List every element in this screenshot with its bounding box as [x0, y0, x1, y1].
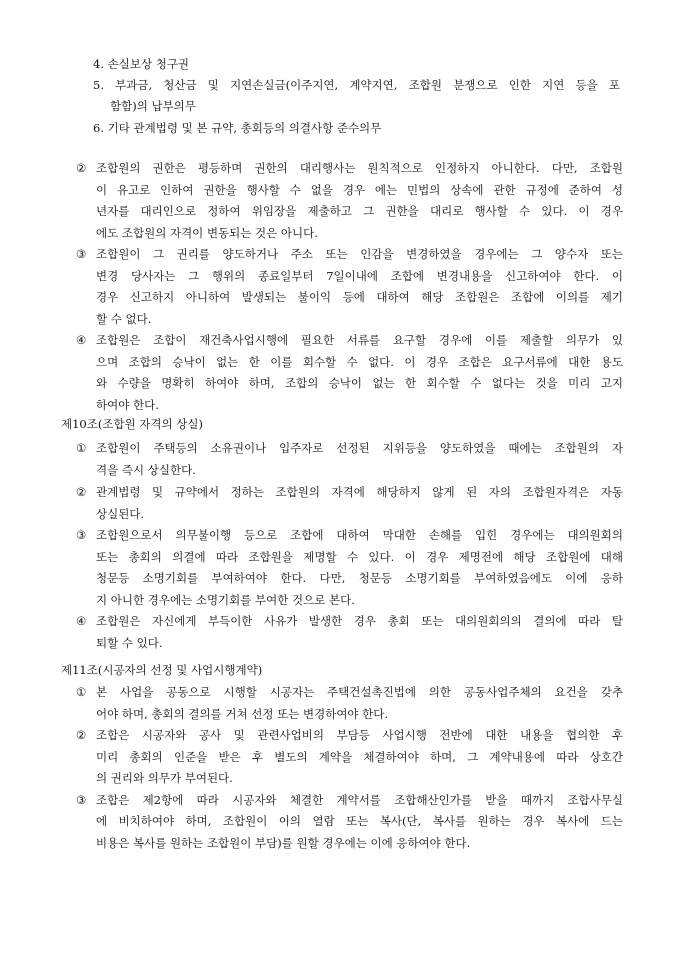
paragraph-line: 년자를 대리인으로 정하여 위임장을 제출하고 그 권한을 대리로 행사할 수 있다. 이 경우	[96, 204, 623, 218]
paragraph-line: 조합원은 조합이 재건축사업시행에 필요한 서류를 요구할 경우에 이를 제출할 의무가 있	[96, 333, 623, 347]
paragraph-number: ②	[76, 485, 87, 499]
list-item-line: 6. 기타 관계법령 및 본 규약, 총회등의 의결사항 준수의무	[93, 120, 382, 135]
paragraph-line: 조합은 제2항에 따라 시공자와 체결한 계약서를 조합해산인가를 받을 때까지 조합사무실	[96, 792, 623, 807]
list-item-line: 함함)의 납부의무	[110, 99, 196, 113]
paragraph-line: 와 수량을 명확히 하여야 하며, 조합의 승낙이 없는 한 회수할 수 없다는 것을 미리 고지	[96, 376, 623, 390]
article-10-heading: 제10조(조합원 자격의 상실)	[61, 417, 204, 431]
paragraph-line: 조합원의 권한은 평등하며 권한의 대리행사는 원칙적으로 인정하지 아니한다. 다만, 조합원	[96, 161, 623, 175]
paragraph-line: 어야 하며, 총회의 결의를 거쳐 선정 또는 변경하여야 한다.	[96, 706, 389, 721]
paragraph-line: 관계법령 및 규약에서 정하는 조합원의 자격에 해당하지 않게 된 자의 조합원자격은 자동	[96, 485, 623, 499]
paragraph-line: 하여야 한다.	[96, 397, 159, 412]
paragraph-line: 으며 조합의 승낙이 없는 한 이를 회수할 수 없다. 이 경우 조합은 요구서류에 대한 용도	[96, 354, 623, 369]
paragraph-line: 격을 즉시 상실한다.	[96, 462, 196, 477]
paragraph-number: ①	[76, 441, 87, 455]
paragraph-line: 의 권리와 의무가 부여된다.	[96, 771, 233, 785]
paragraph-number: ④	[76, 333, 87, 347]
article-11-heading: 제11조(시공자의 선정 및 사업시행계약)	[61, 663, 263, 677]
paragraph-number: ②	[76, 161, 87, 175]
paragraph-line: 경우 신고하지 아니하여 발생되는 불이익 등에 대하여 해당 조합원은 조합에 이의를 제기	[96, 290, 623, 304]
paragraph-line: 변경 당사자는 그 행위의 종료일부터 7일이내에 조합에 변경내용을 신고하여야 한다. 이	[96, 268, 623, 283]
paragraph-number: ②	[76, 728, 87, 742]
paragraph-line: 퇴할 수 있다.	[96, 635, 163, 650]
paragraph-line: 할 수 없다.	[96, 311, 152, 326]
paragraph-line: 지 아니한 경우에는 소명기회를 부여한 것으로 본다.	[96, 592, 355, 607]
paragraph-line: 비용은 복사를 원하는 조합원이 부담)를 원할 경우에는 이에 응하여야 한다.	[96, 835, 471, 850]
paragraph-line: 조합원이 주택등의 소유권이나 입주자로 선정된 지위등을 양도하였을 때에는 조합원의 자	[96, 441, 623, 455]
paragraph-line: 미리 총회의 인준을 받은 후 별도의 계약을 체결하여야 하며, 그 계약내용에 따라 상호간	[96, 749, 623, 764]
paragraph-line: 상실된다.	[96, 506, 145, 521]
paragraph-number: ③	[76, 247, 87, 261]
list-item-line: 5. 부과금, 청산금 및 지연손실금(이주지연, 계약지연, 조합원 분쟁으로 인한 지연 등을 포	[93, 77, 620, 92]
paragraph-number: ③	[76, 792, 87, 807]
list-item-line: 4. 손실보상 청구권	[93, 57, 190, 71]
paragraph-line: 조합원이 그 권리를 양도하거나 주소 또는 인감을 변경하였을 경우에는 그 양수자 또는	[96, 247, 623, 261]
paragraph-line: 본 사업을 공동으로 시행할 시공자는 주택건설촉진법에 의한 공동사업주체의 요건을 갖추	[96, 685, 623, 699]
paragraph-line: 에도 조합원의 자격이 변동되는 것은 아니다.	[96, 225, 318, 240]
paragraph-number: ③	[76, 528, 87, 542]
paragraph-line: 청문등 소명기회를 부여하여야 한다. 다만, 청문등 소명기회를 부여하였음에도 이에 응하	[96, 571, 623, 585]
paragraph-line: 조합원은 자신에게 부득이한 사유가 발생한 경우 총회 또는 대의원회의의 결의에 따라 탈	[96, 614, 623, 628]
paragraph-number: ④	[76, 614, 87, 628]
paragraph-line: 또는 총회의 의결에 따라 조합원을 제명할 수 있다. 이 경우 제명전에 해당 조합원에 대해	[96, 549, 623, 564]
paragraph-line: 에 비치하여야 하며, 조합원이 이의 열람 또는 복사(단, 복사를 원하는 경우 복사에 드는	[96, 814, 623, 828]
paragraph-line: 조합원으로서 의무불이행 등으로 조합에 대하여 막대한 손해를 입힌 경우에는 대의원회의	[96, 528, 623, 542]
paragraph-line: 조합은 시공자와 공사 및 관련사업비의 부담등 사업시행 전반에 대한 내용을 협의한 후	[96, 728, 623, 742]
paragraph-number: ①	[76, 685, 87, 699]
paragraph-line: 이 유고로 인하여 권한을 행사할 수 없을 경우 에는 민법의 상속에 관한 규정에 준하여 성	[96, 182, 623, 197]
